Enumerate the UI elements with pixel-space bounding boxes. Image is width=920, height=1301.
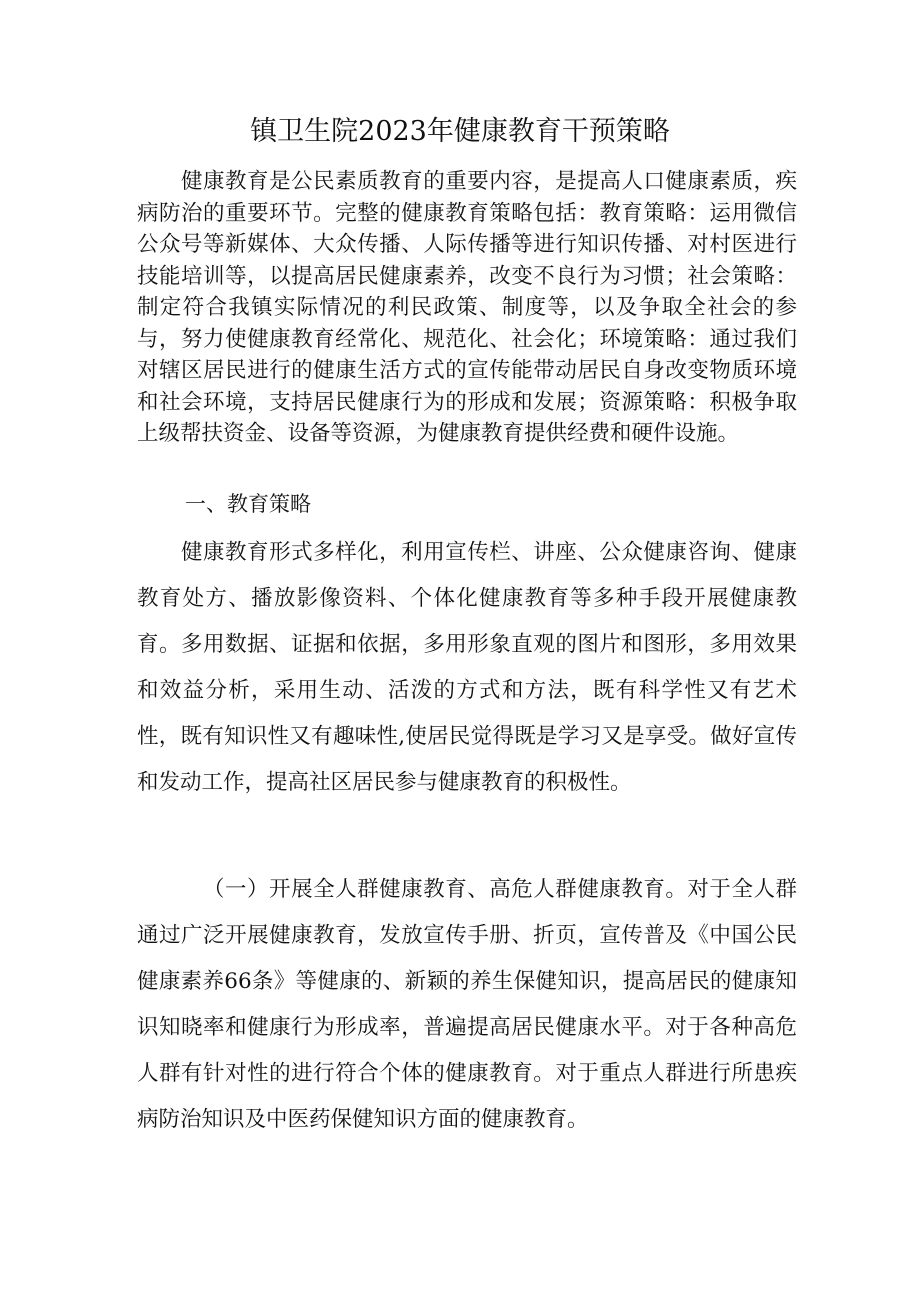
body-paragraph-1: 健康教育形式多样化，利用宣传栏、讲座、公众健康咨询、健康教育处方、播放影像资料、个体化健康教育等多种手段开展健康教育。多用数据、证据和依据，多用形象直观的图片和图形，多用效果和效益分析，采用生动、活泼的方式和方法，既有科学性又有艺术性，既有知识性又有趣味性,使居民觉得既是学习又是享受。做好宣传和发动工作，提高社区居民参与健康教育的积极性。	[137, 540, 797, 795]
intro-paragraph: 健康教育是公民素质教育的重要内容，是提高人口健康素质，疾病防治的重要环节。完整的健康教育策略包括：教育策略：运用微信公众号等新媒体、大众传播、人际传播等进行知识传播、对村医进行技能培训等，以提高居民健康素养，改变不良行为习惯；社会策略：制定符合我镇实际情况的利民政策、制度等，以及争取全社会的参与，努力使健康教育经常化、规范化、社会化；环境策略：通过我们对辖区居民进行的健康生活方式的宣传能带动居民自身改变物质环境和社会环境，支持居民健康行为的形成和发展；资源策略：积极争取上级帮扶资金、设备等资源，为健康教育提供经费和硬件设施。	[137, 169, 797, 446]
document-title: 镇卫生院2023年健康教育干预策略	[250, 116, 670, 147]
body-paragraph-2: （一）开展全人群健康教育、高危人群健康教育。对于全人群通过广泛开展健康教育，发放宣传手册、折页，宣传普及《中国公民健康素养66条》等健康的、新颖的养生保健知识，提高居民的健康知识知晓率和健康行为形成率，普遍提高居民健康水平。对于各种高危人群有针对性的进行符合个体的健康教育。对于重点人群进行所患疾病防治知识及中医药保健知识方面的健康教育。	[137, 877, 797, 1132]
section-heading: 一、教育策略	[185, 492, 311, 516]
